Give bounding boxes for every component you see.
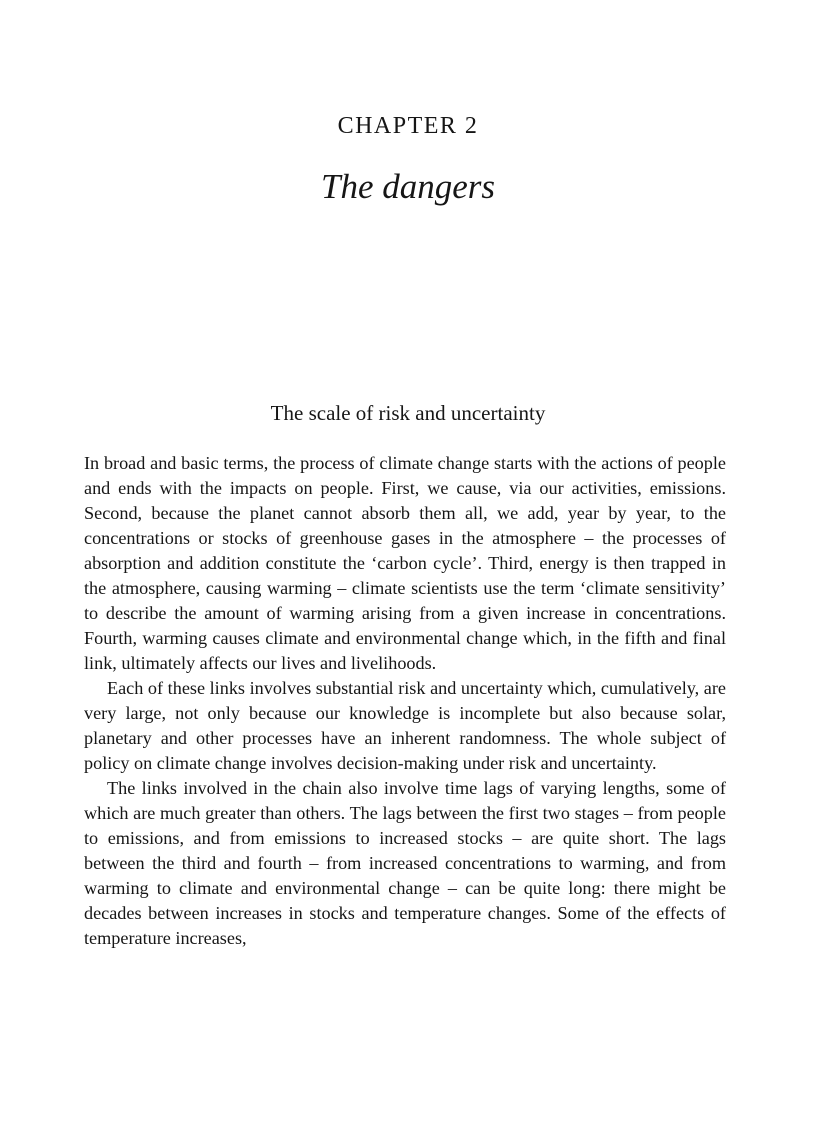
paragraph: The links involved in the chain also involve time lags of varying lengths, some of which are much greater than others. The lags between the first two stages – from people to emissions, and from emissions to increased stocks – are quite short. The lags between the third and fourth – from increased concentrations to warming, and from warming to climate and environmental change – can be quite long: there might be decades between increases in stocks and temperature changes. Some of the effects of temperature increases, [84, 778, 726, 948]
paragraph: In broad and basic terms, the process of climate change starts with the actions of people and ends with the impacts on people. First, we cause, via our activities, emissions. Second, because the planet cannot absorb them all, we add, year by year, to the concentrations or stocks of greenhouse gases in the atmosphere – the processes of absorption and addition constitute the ‘carbon cycle’. Third, energy is then trapped in the atmosphere, causing warming – climate scientists use the term ‘climate sensitivity’ to describe the amount of warming arising from a given increase in concentrations. Fourth, warming causes climate and environmental change which, in the fifth and final link, ultimately affects our lives and livelihoods. [84, 453, 726, 673]
body-text [84, 451, 726, 951]
section-heading: The scale of risk and uncertainty [270, 401, 546, 425]
paragraph: Each of these links involves substantial risk and uncertainty which, cumulatively, are very large, not only because our knowledge is incomplete but also because solar, planetary and other processes have an inherent randomness. The whole subject of policy on climate change involves decision-making under risk and uncertainty. [84, 678, 726, 773]
chapter-title: The dangers [320, 167, 496, 206]
chapter-label: CHAPTER 2 [337, 113, 479, 139]
